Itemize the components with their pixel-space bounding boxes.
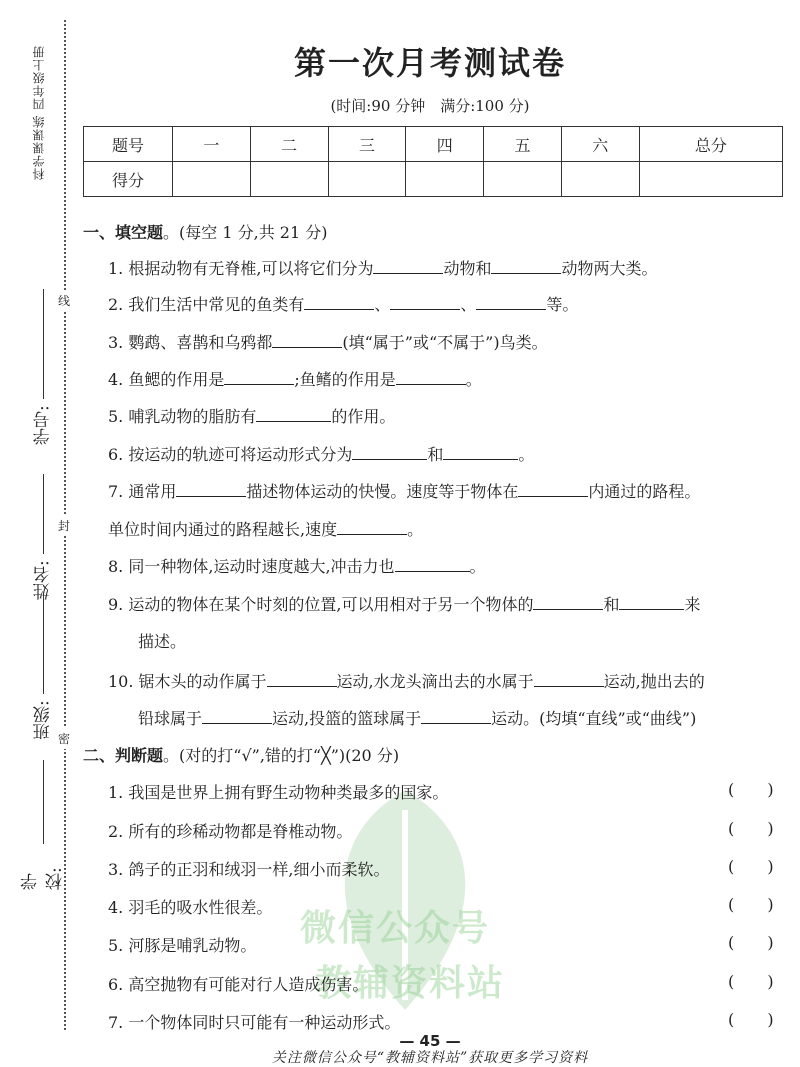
answer-paren: ( ): [728, 895, 774, 914]
score-cell: 总分: [639, 127, 782, 162]
exam-time-info: (时间:90 分钟 满分:100 分): [330, 97, 530, 115]
page-title: 第一次月考测试卷: [293, 44, 566, 82]
section-true-false-heading: 二、判断题。(对的打“√”,错的打“╳”)(20 分): [83, 746, 400, 765]
student-name-field: 姓名:: [28, 470, 58, 600]
score-table: [83, 126, 783, 197]
score-input-cell: [406, 162, 484, 197]
student-id-field: 学号:: [28, 275, 58, 445]
score-cell: 一: [173, 127, 251, 162]
question-6: 6. 按运动的轨迹可将运动形式分为 和 。: [108, 445, 535, 464]
tf-item: 6. 高空抛物有可能对行人造成伤害。: [108, 975, 369, 994]
score-input-cell: [561, 162, 639, 197]
section-fill-blank-heading: 一、填空题。(每空 1 分,共 21 分): [83, 223, 328, 242]
score-cell: 四: [406, 127, 484, 162]
score-cell: 得分: [84, 162, 173, 197]
score-input-cell: [250, 162, 328, 197]
score-input-cell: [173, 162, 251, 197]
question-9-continued: 描述。: [138, 632, 187, 651]
question-10: 10. 锯木头的动作属于 运动,水龙头滴出去的水属于 运动,抛出去的: [108, 672, 705, 691]
score-input-cell: [639, 162, 782, 197]
answer-paren: ( ): [728, 933, 774, 952]
page-number: — 45 —: [399, 1032, 461, 1050]
question-10-continued: 铅球属于 运动,投篮的篮球属于 运动。(均填“直线”或“曲线”): [138, 709, 697, 728]
answer-paren: ( ): [728, 1010, 774, 1029]
score-cell: 题号: [84, 127, 173, 162]
question-5: 5. 哺乳动物的脂肪有 的作用。: [108, 407, 396, 426]
question-7-continued: 单位时间内通过的路程越长,速度 。: [108, 520, 424, 539]
question-8: 8. 同一种物体,运动时速度越大,冲击力也 。: [108, 557, 486, 576]
question-9: 9. 运动的物体在某个时刻的位置,可以用相对于另一个物体的 和 来: [108, 595, 701, 614]
question-2: 2. 我们生活中常见的鱼类有 、 、 等。: [108, 295, 579, 314]
answer-paren: ( ): [728, 972, 774, 991]
score-cell: 二: [250, 127, 328, 162]
score-cell: 五: [484, 127, 562, 162]
question-7: 7. 通常用 描述物体运动的快慢。速度等于物体在 内通过的路程。: [108, 482, 701, 501]
watermark-text-1: 微信公众号: [300, 908, 491, 949]
tf-item: 1. 我国是世界上拥有野生动物种类最多的国家。: [108, 783, 449, 802]
tf-item: 2. 所有的珍稀动物都是脊椎动物。: [108, 822, 353, 841]
score-value-row: [84, 162, 783, 197]
score-input-cell: [328, 162, 406, 197]
question-3: 3. 鹦鹉、喜鹊和乌鸦都 (填“属于”或“不属于”)鸟类。: [108, 333, 548, 352]
score-header-row: [84, 127, 783, 162]
score-input-cell: [484, 162, 562, 197]
watermark-text-2: 教辅资料站: [315, 963, 506, 1004]
tf-item: 7. 一个物体同时只可能有一种运动形式。: [108, 1013, 401, 1032]
class-field: 班级:: [28, 590, 58, 740]
seal-mark-mi: 密: [58, 728, 70, 749]
series-label: 科学课课练 四年级上册: [32, 45, 46, 180]
tf-item: 4. 羽毛的吸水性很差。: [108, 898, 273, 917]
score-cell: 六: [561, 127, 639, 162]
answer-paren: ( ): [728, 819, 774, 838]
question-1: 1. 根据动物有无脊椎,可以将它们分为 动物和 动物两大类。: [108, 259, 658, 278]
tf-item: 5. 河豚是哺乳动物。: [108, 936, 257, 955]
binding-strip: [0, 0, 70, 1067]
footer-note: 关注微信公众号“教辅资料站”获取更多学习资料: [271, 1050, 589, 1066]
question-4: 4. 鱼鳃的作用是 ;鱼鳍的作用是 。: [108, 370, 482, 389]
answer-paren: ( ): [728, 857, 774, 876]
seal-mark-xian: 线: [58, 290, 70, 311]
answer-paren: ( ): [728, 780, 774, 799]
seal-mark-feng: 封: [58, 515, 70, 536]
score-cell: 三: [328, 127, 406, 162]
school-field: 学校:: [28, 760, 58, 890]
tf-item: 3. 鸽子的正羽和绒羽一样,细小而柔软。: [108, 860, 390, 879]
